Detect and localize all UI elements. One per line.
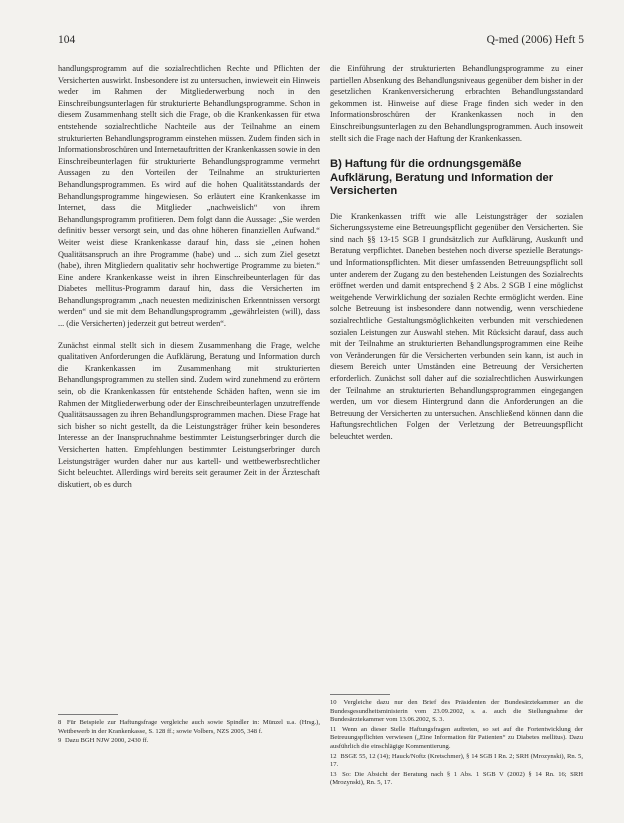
footnote-number: 9 [58, 737, 62, 745]
footnote [58, 719, 320, 736]
footnote-number: 13 [330, 770, 337, 778]
footnote [330, 699, 583, 725]
page-number: 104 [58, 34, 76, 46]
page-header [58, 34, 584, 52]
footnote [330, 753, 583, 770]
body-paragraph: die Einführung der strukturierten Behandlungsprogramme zu einer partiellen Absenkung des Behandlungsniveaus gegenüber dem bisher in der gesetzlichen Krankenversicherung erbrachten Behandlungsstandard gekommen ist. Hinweise auf diese Frage finden sich weder in den Informationsbroschüren der Krankenkassen noch in den Einschreibungsunterlagen zu den Behandlungsprogrammen. Auch insoweit stellt sich die Frage nach der Haftung der Krankenkassen. [330, 64, 583, 143]
left-column [58, 63, 320, 500]
footnote-text: Wenn an dieser Stelle Haftungsfragen auftreten, so sei auf die Fortentwicklung der Betreuungspflichten verwiesen („Eine Information für Patienten“ zu Diabetes mellitus). Dazu ausführlich die einschlägige Kommentierung. [330, 725, 584, 750]
body-paragraph: handlungsprogramm auf die sozialrechtlichen Rechte und Pflichten der Versicherten auswirkt. Insbesondere ist zu untersuchen, inwieweit ein Hinweis weder im Rahmen der Mitgliederwerbung noch in den Einschreibungsunterlagen für strukturierte Behandlungsprogramme. Schon in diesem Zusammenhang stellt sich die Frage, ob die Krankenkassen für etwa entstehende sozialrechtliche Nachteile aus der Teilnahme an einem strukturierten Behandlungsprogramm einstehen müssen. Zudem finden sich in Informationsbroschüren und Internetauftritten der Krankenkassen sowie in den Einschreibeunterlagen für strukturierte Behandlungsprogramme vermehrt Aussagen zu den Vorteilen der Teilnahme an strukturierten Behandlungsprogrammen. Es wird auf die hohen Qualitätsstandards der Behandlungsprogramme hingewiesen. So erläutert eine Krankenkasse im Internet, dass die Mitglieder „nachweislich“ von ihrem Behandlungsprogramm profitieren. Dem folgt dann die Aussage: „Sie werden definitiv besser versorgt sein, und das ohne höheren finanziellen Aufwand.“ Weiter weist diese Krankenkasse darauf hin, dass sie „einen hohen Qualitätsanspruch an ihre Programme (habe) und ... sich zum Ziel gesetzt (habe), ihren Mitgliedern qualitativ sehr hochwertige Programme zu bieten.“ Eine andere Krankenkasse weist in ihren Einschreibeunterlagen für das Diabetes mellitus-Programm darauf hin, dass die Versicherten im Behandlungsprogramm „nach neuesten medizinischen Erkenntnissen versorgt werden“ und sie mit dem Behandlungsprogramm „gewährleisten (will), dass ... (die Versicherten) jederzeit gut betreut werden“. [58, 64, 320, 329]
body-paragraph: Zunächst einmal stellt sich in diesem Zusammenhang die Frage, welche qualitativen Anforderungen die Aufklärung, Beratung und Information durch die Krankenkassen im Zusammenhang mit strukturierten Behandlungsprogrammen zu stellen sind. Zudem wird zunehmend zu erörtern sein, ob die Krankenkassen für entstehende Schäden haften, wenn sie im Rahmen der Mitgliederwerbung oder der Einschreibeunterlagen unzutreffende Qualitätsaussagen zu ihren Behandlungsprogrammen machen. Diese Frage hat sich bisher so nicht gestellt, da die Leistungsträger früher kein besonderes Interesse an der Inanspruchnahme bestimmter Leistungserbringer durch die Versicherten hatten. Empfehlungen bestimmter Leistungserbringer durch Leistungsträger wurden daher nur aus kartell- und wettbewerbsrechtlicher Sicht beleuchtet. Allerdings wird bereits seit geraumer Zeit in der Ärzteschaft diskutiert, ob es durch [58, 340, 320, 489]
footnote-text: Vergleiche dazu nur den Brief des Präsidenten der Bundesärztekammer an die Bundesgesundheitsministerin vom 23.09.2002, s. a. auch die Stellungnahme der Bundesärztekammer vom 13.06.2002, S. 3. [330, 699, 583, 724]
section-heading: B) Haftung für die ordnungsgemäße Aufklärung, Beratung und Information der Versicherten [330, 158, 554, 198]
footnote [330, 726, 583, 752]
footnote-text: Für Beispiele zur Haftungsfrage vergleiche auch sowie Spindler in: Münzel u.a. (Hrsg.), Wettbewerb in der Krankenkasse, S. 128 ff.; sowie Volbers, NZS 2005, 348 f. [58, 719, 321, 735]
footnote-divider [330, 694, 390, 695]
footnote-divider [58, 714, 118, 715]
body-paragraph: Die Krankenkassen trifft wie alle Leistungsträger der sozialen Sicherungssysteme eine Betreuungspflicht gegenüber den Versicherten. Sie sind nach §§ 13-15 SGB I grundsätzlich zur Aufklärung, Auskunft und Beratung verpflichtet. Daneben bestehen noch diverse spezielle Beratungs- und Informationspflichten. Mit dieser umfassenden Betreuungspflicht soll unter anderem der Zugang zu den bestehenden Leistungen des Sozialrechts eröffnet werden und damit entsprechend § 2 Abs. 2 SGB I eine möglichst weitgehende Verwirklichung der sozialen Rechte ermöglicht werden. Eine solche Betreuung ist insbesondere dann notwendig, wenn verschiedene sozialrechtliche Gestaltungsmöglichkeiten verbunden mit verschiedenen sozialen Leistungen zur Auswahl stehen. Mit Rücksicht darauf, dass auch mit der Teilnahme an strukturierten Behandlungsprogrammen eine Reihe von Veränderungen für die Versicherten verbunden sein kann, ist auch in diesem Bereich unter Umständen eine Betreuung der Versicherten erforderlich. Zunächst soll daher auf die sozialrechtlichen Auswirkungen der Teilnahme an strukturierten Behandlungsprogrammen eingegangen werden, um vor diesem Hintergrund dann die Anforderungen an die Betreuung der Versicherten zu untersuchen. Anschließend können dann die Haftungsrechtlichen Folgen der Verletzung der Betreuungspflicht beleuchtet werden. [330, 211, 583, 441]
footnote-number: 8 [58, 719, 62, 726]
footnote-text: BSGE 55, 12 (14); Hauck/Noftz (Kretschmer), § 14 SGB I Rn. 2; SRH (Mrozynski), Rn. 5, 17. [330, 752, 583, 769]
journal-reference: Q-med (2006) Heft 5 [486, 34, 584, 46]
footnote-number: 12 [330, 752, 337, 760]
footnote-text: Dazu BGH NJW 2000, 2430 ff. [64, 737, 149, 745]
footnote [330, 771, 583, 788]
footnotes-left [58, 714, 320, 747]
right-column [330, 63, 583, 453]
footnote-number: 10 [330, 699, 337, 706]
footnotes-right [330, 694, 583, 789]
footnote-text: So: Die Absicht der Beratung nach § 1 Abs. 1 SGB V (2002) § 14 Rn. 16; SRH (Mrozynski), Rn. 5, 17. [330, 770, 583, 787]
footnote [58, 737, 320, 746]
footnote-number: 11 [330, 725, 337, 733]
